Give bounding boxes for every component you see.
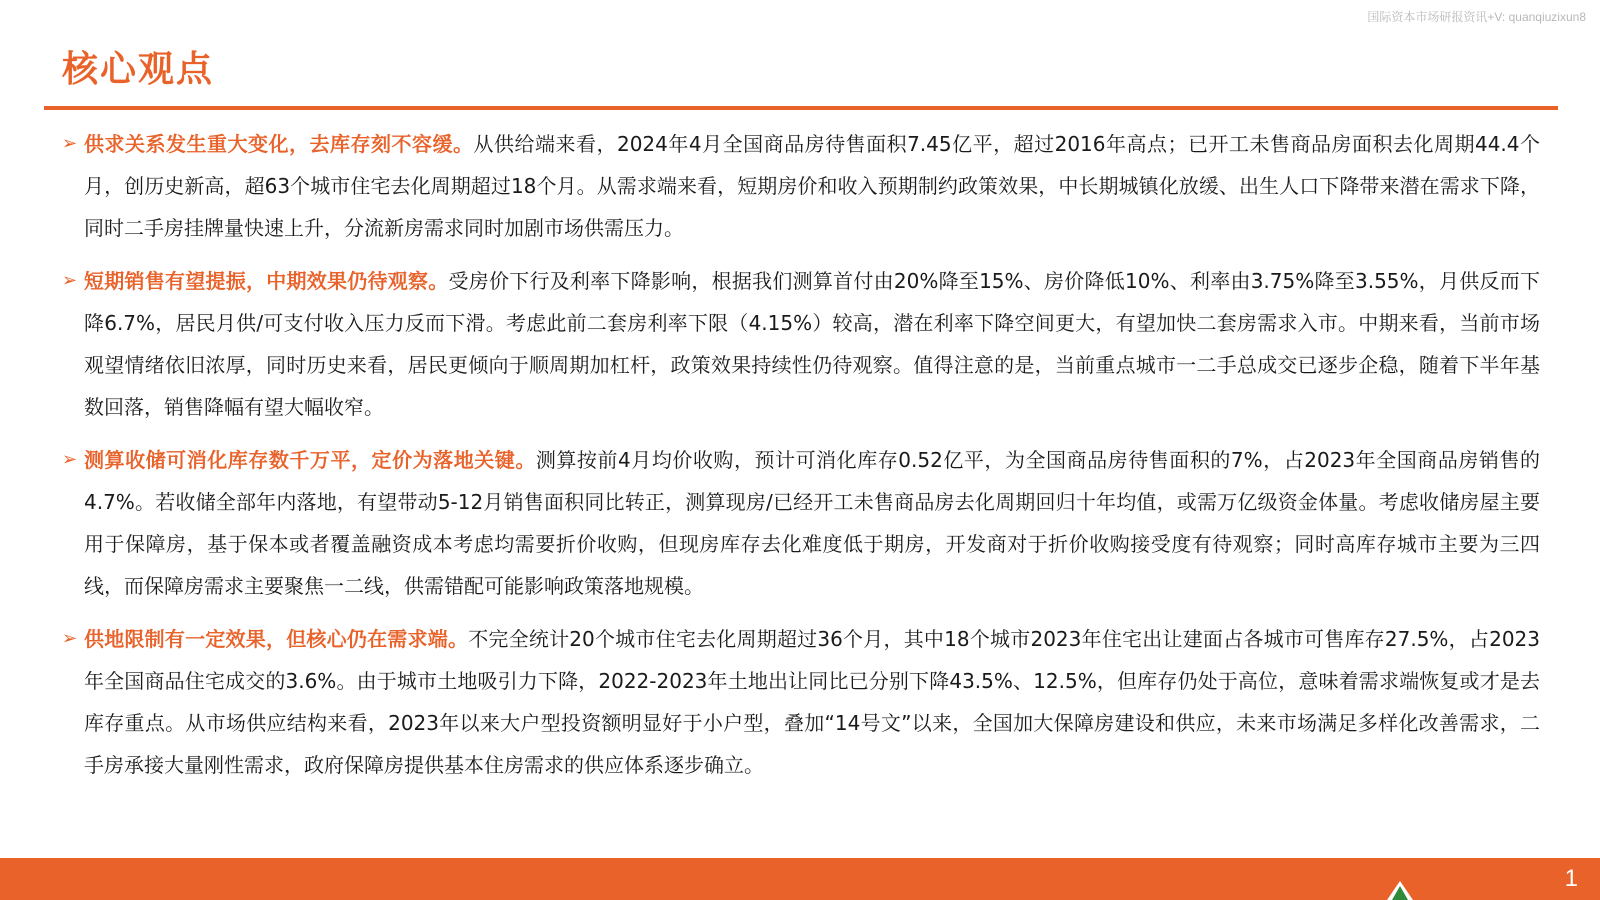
key-point-2: [62, 260, 1540, 428]
key-point-3-body: 测算按前4月均价收购，预计可消化库存0.52亿平，为全国商品房待售面积的7%，占2023年全国商品房销售的4.7%。若收储全部年内落地，有望带动5-12月销售面积同比转正，测算现房/已经开工未售商品房去化周期回归十年均值，或需万亿级资金体量。考虑收储房屋主要用于保障房，基于保本或者覆盖融资成本考虑均需要折价收购，但现房库存去化难度低于期房，开发商对于折价收购接受度有待观察；同时高库存城市主要为三四线，而保障房需求主要聚焦一二线，供需错配可能影响政策落地规模。: [84, 448, 1540, 598]
triangle-right-bullet-icon: ➢: [62, 628, 78, 649]
key-point-4: [62, 618, 1540, 786]
watermark-text: 国际资本市场研报资讯+V: quanqiuzixun8: [1367, 10, 1586, 24]
key-point-4-heading: 供地限制有一定效果，但核心仍在需求端。: [84, 627, 469, 651]
key-point-1-heading: 供求关系发生重大变化，去库存刻不容缓。: [84, 132, 474, 156]
footer-bar: [0, 858, 1600, 900]
title-divider: [44, 106, 1558, 110]
page-number: 1: [1564, 865, 1578, 892]
key-point-1: [62, 123, 1540, 249]
key-points-list: [62, 123, 1540, 797]
triangle-right-bullet-icon: ➢: [62, 449, 78, 470]
page-title: 核心观点: [62, 49, 215, 90]
triangle-right-bullet-icon: ➢: [62, 133, 78, 154]
key-point-1-body: 从供给端来看，2024年4月全国商品房待售面积7.45亿平，超过2016年高点；已开工未售商品房面积去化周期44.4个月，创历史新高，超63个城市住宅去化周期超过18个月。从需求端来看，短期房价和收入预期制约政策效果，中长期城镇化放缓、出生人口下降带来潜在需求下降，同时二手房挂牌量快速上升，分流新房需求同时加剧市场供需压力。: [84, 132, 1541, 240]
key-point-2-body: 受房价下行及利率下降影响，根据我们测算首付由20%降至15%、房价降低10%、利率由3.75%降至3.55%，月供反而下降6.7%，居民月供/可支付收入压力反而下滑。考虑此前二套房利率下限（4.15%）较高，潜在利率下降空间更大，有望加快二套房需求入市。中期来看，当前市场观望情绪依旧浓厚，同时历史来看，居民更倾向于顺周期加杠杆，政策效果持续性仍待观察。值得注意的是，当前重点城市一二手总成交已逐步企稳，随着下半年基数回落，销售降幅有望大幅收窄。: [84, 269, 1540, 419]
triangle-logo-icon: [1386, 880, 1414, 900]
triangle-right-bullet-icon: ➢: [62, 270, 78, 291]
key-point-3: [62, 439, 1540, 607]
key-point-4-body: 不完全统计20个城市住宅去化周期超过36个月，其中18个城市2023年住宅出让建面占各城市可售库存27.5%，占2023年全国商品住宅成交的3.6%。由于城市土地吸引力下降，2022-2023年土地出让同比已分别下降43.5%、12.5%，但库存仍处于高位，意味着需求端恢复或才是去库存重点。从市场供应结构来看，2023年以来大户型投资额明显好于小户型，叠加“14号文”以来，全国加大保障房建设和供应，未来市场满足多样化改善需求，二手房承接大量刚性需求，政府保障房提供基本住房需求的供应体系逐步确立。: [84, 627, 1540, 777]
key-point-2-heading: 短期销售有望提振，中期效果仍待观察。: [84, 269, 449, 293]
key-point-3-heading: 测算收储可消化库存数千万平，定价为落地关键。: [84, 448, 536, 472]
